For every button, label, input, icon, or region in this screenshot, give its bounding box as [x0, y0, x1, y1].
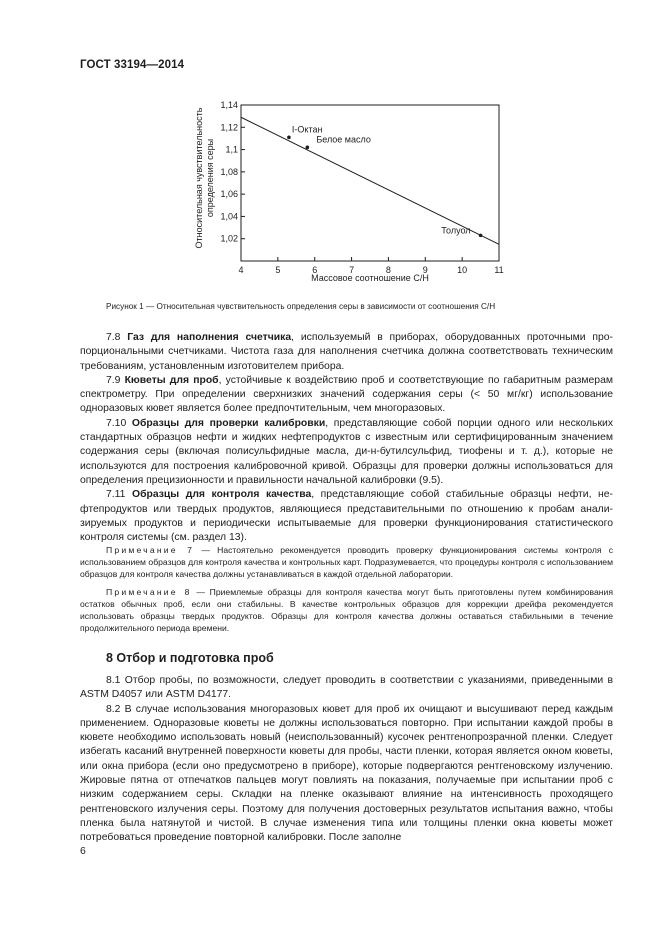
clause-number: 7.8 — [106, 332, 121, 343]
figure-caption: Рисунок 1 — Относительная чувствительность определения серы в зависимости от соотношения С/Н — [106, 302, 496, 311]
note-text: — Приемлемые образцы для контроля качества могут быть приготовлены путем комбинирования остатков обычных проб, если они стабильны. В качестве контрольных образцов для коррекции дрейфа рекомендуется использовать образцы твердых продуктов. Образцы для контроля качества должны оставаться стабильными в течение продолжительного периода времени. — [80, 587, 613, 633]
clause-text: , представляющие собой стабильные образцы нефти, нефтепродуктов или твердых продуктов, являющиеся представительными по отношению к пробам анализируемых продуктов и периодически испытываемые для проверки функционирования статистического контроля системы (см. раздел 13). — [80, 489, 613, 544]
paragraph-8-2: 8.2 В случае использования многоразовых кювет для проб их очищают и высушивают перед каждым применением. Одноразовые кюветы не должны использоваться повторно. При испытании каждой пробы в кювете необходимо использовать новый (неиспользованный) кусочек рентгенопрозрачной пленки. Следует избегать касаний внутренней поверхности кюветы для пробы, части пленки, которая является окном кюветы, или окна прибора (если оно предусмотрено в приборе), которые подвергаются рентгеновскому излучению. Жировые пятна от отпечатков пальцев могут повлиять на показания, получаемые при испытании проб с низким содержанием серы. Складки на пленке оказывают влияние на интенсивность проходящего рентгеновского излучения серы. Поэтому для получения достоверных результатов испытания важно, чтобы пленка была натянутой и чистой. В случае изменения типа или толщины пленки окна кюветы может потребоваться проведение повторной калибровки. После заполне — [80, 703, 613, 844]
paragraph-8-1: 8.1 Отбор пробы, по возможности, следует проводить в соответствии с указаниями, приведенными в ASTM D4057 или ASTM D4177. — [80, 675, 613, 701]
x-tick-label: 11 — [494, 265, 504, 275]
data-point-label: Толуол — [441, 225, 471, 236]
sulfur-sensitivity-chart — [180, 96, 510, 286]
clause-term: Газ для наполнения счетчика — [127, 332, 292, 343]
y-tick-label: 1,06 — [220, 189, 238, 200]
data-point — [306, 146, 310, 150]
document-header: ГОСТ 33194—2014 — [80, 59, 185, 71]
y-tick-label: 1,1 — [225, 144, 238, 155]
clause-number: 7.11 — [106, 489, 126, 501]
x-tick-label: 6 — [312, 265, 318, 275]
section-7-paragraphs — [80, 331, 613, 545]
section-8-paragraphs — [80, 674, 613, 846]
x-tick-label: 9 — [422, 265, 428, 275]
paragraph-7-8 — [80, 331, 613, 374]
y-tick-label: 1,04 — [220, 211, 238, 222]
clause-text: , представляющие собой порции одного или нескольких стандартных образцов нефти и жидких нефтепродуктов с известным или сертифицированным значением содержания серы (включая полисульфидные масла, ди-н-бутилсульфид, тиофены и т. д.), которые не используются для построения калибровочной кривой. Образцы для проверки должны использоваться для определения прецизионности и правильности начальной калибровки (9.5). — [80, 417, 614, 486]
note-8 — [80, 587, 613, 634]
y-tick-label: 1,14 — [220, 100, 238, 110]
clause-text: , устойчивые к воздействию проб и соответствующие по габаритным размерам спектрометру. При определении сверхнизких значений содержания серы (< 50 мг/кг) использование одноразовых кювет является более предпочтительным, чем многоразовых. — [80, 374, 613, 415]
paragraph-7-9 — [80, 374, 613, 417]
data-point — [287, 136, 291, 140]
data-point-label: Белое масло — [316, 134, 371, 145]
clause-number: 7.9 — [106, 374, 121, 386]
note-label: Примечание 8 — [106, 587, 192, 598]
paragraph-7-10 — [80, 417, 613, 488]
x-tick-label: 5 — [275, 265, 281, 275]
plot-frame — [241, 105, 499, 261]
clause-term: Образцы для проверки калибровки — [131, 417, 326, 429]
data-point — [479, 234, 483, 238]
x-tick-label: 8 — [385, 265, 391, 275]
x-tick-label: 7 — [349, 265, 355, 275]
y-axis-label-line2: определения серы — [205, 138, 215, 218]
clause-term: Образцы для контроля качества — [132, 489, 312, 501]
paragraph-7-11 — [80, 488, 613, 545]
y-tick-label: 1,08 — [220, 166, 238, 177]
note-text: — Настоятельно рекомендуется проводить проверку функционирования системы контроля с использованием образцов для контроля качества и контрольных карт. Подразумевается, что процедуры контроля с использованием образцов для контроля качества должны устанавливаться в каждой отдельной лаборатории. — [80, 545, 613, 579]
x-axis-label: Массовое соотношение С/Н — [311, 273, 429, 283]
figure-chart — [180, 96, 510, 286]
clause-number: 7.10 — [106, 417, 127, 429]
x-tick-label: 4 — [238, 265, 244, 275]
notes-block — [80, 545, 613, 642]
note-7 — [80, 545, 613, 580]
y-tick-label: 1,02 — [220, 233, 238, 244]
x-tick-label: 10 — [457, 265, 468, 275]
clause-term: Кюветы для проб — [124, 374, 219, 386]
y-axis-label-line1: Относительная чувствительность — [194, 107, 204, 249]
clause-text: , используемый в приборах, оборудованных проточными пропорциональными счетчиками. Чистота газа для наполнения счетчика должна соответствовать техническим требованиям, установленным изготовителем прибора. — [80, 332, 614, 372]
data-point-label: I-Октан — [291, 124, 323, 135]
note-label: Примечание 7 — [106, 545, 195, 555]
page-number: 6 — [80, 846, 86, 857]
y-tick-label: 1,12 — [220, 122, 238, 133]
section-8-heading: 8 Отбор и подготовка проб — [106, 651, 274, 665]
